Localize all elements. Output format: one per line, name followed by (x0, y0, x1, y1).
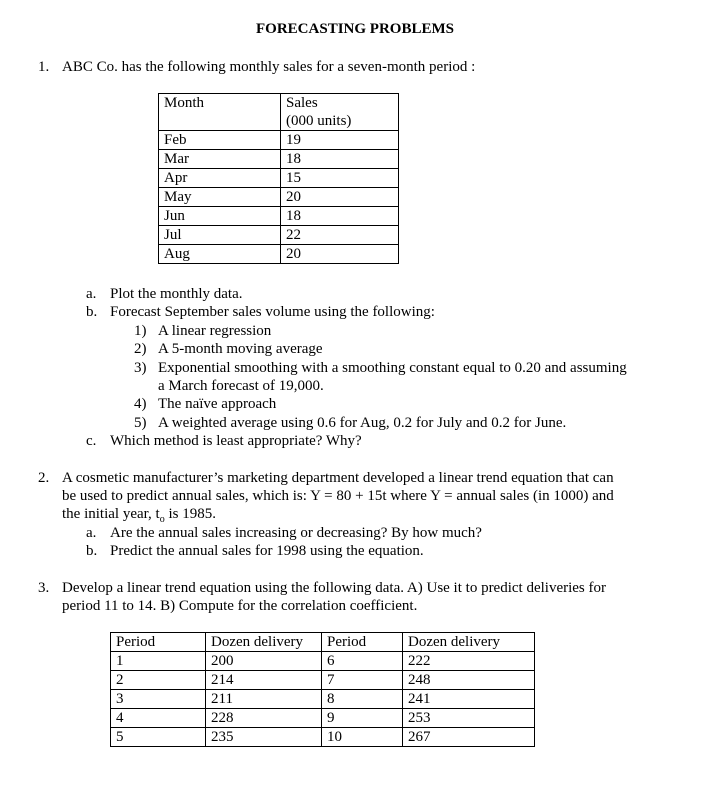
delivery-cell: 253 (403, 709, 535, 728)
item-1b4-text: The naïve approach (158, 396, 277, 412)
item-1b3-text-line1: Exponential smoothing with a smoothing constant equal to 0.20 and assuming (158, 360, 627, 376)
item-2b-marker: b. (86, 543, 98, 559)
header-sales (281, 94, 399, 131)
delivery-cell: 214 (206, 671, 322, 690)
table-row (159, 226, 399, 245)
problem-2-line3 (62, 505, 216, 523)
period-cell: 7 (322, 671, 403, 690)
period-cell: 1 (111, 652, 206, 671)
item-1b-marker: b. (86, 304, 98, 320)
problem-3-number: 3. (38, 580, 50, 596)
item-1a-text: Plot the monthly data. (110, 286, 243, 302)
problem-3-line2: period 11 to 14. B) Compute for the correlation coefficient. (62, 598, 418, 614)
header-dozen-1: Dozen delivery (206, 633, 322, 652)
table-row (159, 150, 399, 169)
item-1b1-marker: 1) (134, 323, 147, 339)
sales-cell: 19 (281, 131, 399, 150)
table-header-row (159, 94, 399, 131)
table-row (159, 131, 399, 150)
header-sales-line1: Sales (286, 95, 318, 111)
problem-2-line1: A cosmetic manufacturer’s marketing department developed a linear trend equation that can (62, 470, 614, 486)
item-1b-text: Forecast September sales volume using the following: (110, 304, 435, 320)
sales-cell: 20 (281, 245, 399, 264)
item-1b2-marker: 2) (134, 341, 147, 357)
delivery-cell: 211 (206, 690, 322, 709)
period-cell: 10 (322, 728, 403, 747)
delivery-cell: 267 (403, 728, 535, 747)
item-1c-marker: c. (86, 433, 97, 449)
header-period-2: Period (322, 633, 403, 652)
problem-2-line2: be used to predict annual sales, which is: Y = 80 + 15t where Y = annual sales (in 1000) and (62, 488, 614, 504)
delivery-cell: 235 (206, 728, 322, 747)
table-row (111, 690, 535, 709)
problem-3-line1: Develop a linear trend equation using the following data. A) Use it to predict deliveries for (62, 580, 607, 596)
table-row (111, 671, 535, 690)
table-header-row (111, 633, 535, 652)
table-row (159, 188, 399, 207)
problem-2-number: 2. (38, 470, 50, 486)
delivery-cell: 228 (206, 709, 322, 728)
month-cell: Jun (159, 207, 281, 226)
month-cell: Apr (159, 169, 281, 188)
period-cell: 5 (111, 728, 206, 747)
problem-1-text: ABC Co. has the following monthly sales for a seven-month period : (62, 59, 476, 75)
delivery-cell: 222 (403, 652, 535, 671)
table-row (159, 245, 399, 264)
sales-cell: 18 (281, 150, 399, 169)
header-dozen-2: Dozen delivery (403, 633, 535, 652)
item-1b4-marker: 4) (134, 396, 147, 412)
month-cell: Jul (159, 226, 281, 245)
item-1b1-text: A linear regression (158, 323, 272, 339)
sales-cell: 15 (281, 169, 399, 188)
item-2b-text: Predict the annual sales for 1998 using the equation. (110, 543, 424, 559)
table-row (159, 207, 399, 226)
sales-cell: 18 (281, 207, 399, 226)
item-1b3-text-line2: a March forecast of 19,000. (158, 378, 324, 394)
table-row (111, 652, 535, 671)
problem-2-line3-pre: the initial year, t (62, 506, 160, 522)
month-cell: May (159, 188, 281, 207)
item-1a-marker: a. (86, 286, 97, 302)
header-period-1: Period (111, 633, 206, 652)
item-1b5-text: A weighted average using 0.6 for Aug, 0.2 for July and 0.2 for June. (158, 415, 567, 431)
delivery-cell: 200 (206, 652, 322, 671)
month-cell: Aug (159, 245, 281, 264)
period-cell: 8 (322, 690, 403, 709)
item-1b3-marker: 3) (134, 360, 147, 376)
problem-2-line3-subscript: o (159, 514, 165, 525)
sales-cell: 22 (281, 226, 399, 245)
sales-cell: 20 (281, 188, 399, 207)
item-2a-text: Are the annual sales increasing or decreasing? By how much? (110, 525, 482, 541)
item-2a-marker: a. (86, 525, 97, 541)
table-row (159, 169, 399, 188)
table-row (111, 728, 535, 747)
problem-2-line3-post: is 1985. (164, 506, 216, 522)
delivery-table (110, 632, 535, 747)
header-sales-line2: (000 units) (286, 113, 352, 129)
period-cell: 2 (111, 671, 206, 690)
period-cell: 9 (322, 709, 403, 728)
problem-1-number: 1. (38, 59, 50, 75)
month-cell: Mar (159, 150, 281, 169)
item-1b5-marker: 5) (134, 415, 147, 431)
item-1b2-text: A 5-month moving average (158, 341, 323, 357)
header-month: Month (159, 94, 281, 131)
period-cell: 4 (111, 709, 206, 728)
month-cell: Feb (159, 131, 281, 150)
period-cell: 6 (322, 652, 403, 671)
page-title: FORECASTING PROBLEMS (256, 21, 454, 37)
delivery-cell: 241 (403, 690, 535, 709)
sales-table (158, 93, 399, 264)
item-1c-text: Which method is least appropriate? Why? (110, 433, 362, 449)
table-row (111, 709, 535, 728)
delivery-cell: 248 (403, 671, 535, 690)
period-cell: 3 (111, 690, 206, 709)
